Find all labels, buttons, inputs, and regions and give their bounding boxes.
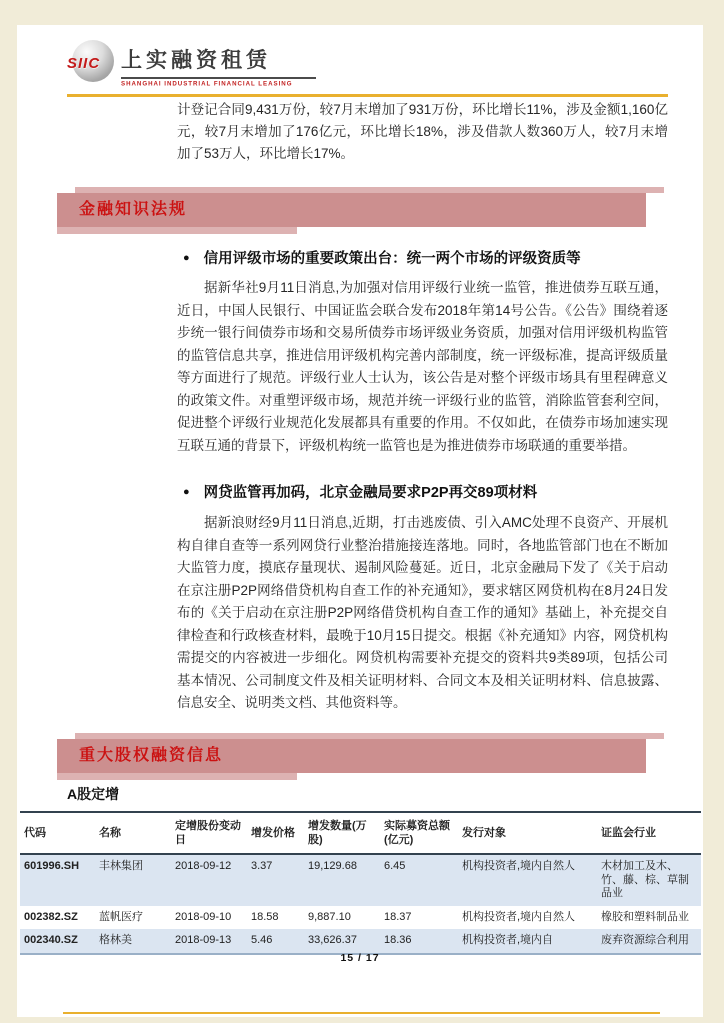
column-header-raised-amount: 实际募资总额(亿元) xyxy=(380,812,458,854)
table-row xyxy=(20,906,701,930)
page-number: 15 / 17 xyxy=(340,952,380,964)
cell-name: 格林美 xyxy=(95,929,171,954)
article-heading-p2p-regulation xyxy=(183,481,669,502)
cell-csrc-industry: 废弃资源综合利用 xyxy=(597,929,701,954)
cell-issue-volume: 9,887.10 xyxy=(308,910,351,923)
cell-issue-targets: 机构投资者,境内自 xyxy=(458,929,597,954)
cell-change-date: 2018-09-10 xyxy=(175,910,232,923)
document-page xyxy=(17,25,703,1017)
cell-issue-targets: 机构投资者,境内自然人 xyxy=(462,910,576,923)
cell-raised-amount: 18.37 xyxy=(384,910,412,923)
subsection-title-a-share-placement: A股定增 xyxy=(67,786,120,802)
company-name: 上实融资租赁 xyxy=(121,44,316,79)
cell-csrc-industry: 橡胶和塑料制品业 xyxy=(601,910,689,923)
company-logo xyxy=(67,40,316,88)
cell-raised-amount: 18.36 xyxy=(380,929,458,954)
bullet-icon: ● xyxy=(183,486,190,498)
cell-code: 002340.SZ xyxy=(20,929,95,954)
column-header-issue-price: 增发价格 xyxy=(247,812,304,854)
cell-name: 丰林集团 xyxy=(99,860,143,872)
logo-text xyxy=(121,40,316,88)
cell-raised-amount: 6.45 xyxy=(384,860,406,872)
column-header-issue-targets: 发行对象 xyxy=(458,812,597,854)
section-banner-equity-financing: 重大股权融资信息 xyxy=(57,739,646,773)
column-header-csrc-industry: 证监会行业 xyxy=(597,812,701,854)
siic-globe-icon xyxy=(67,40,114,82)
table-row xyxy=(20,854,701,906)
cell-code: 601996.SH xyxy=(24,860,80,872)
bullet-icon: ● xyxy=(183,252,190,264)
a-share-placement-table xyxy=(20,811,701,955)
cell-issue-targets: 机构投资者,境内自然人 xyxy=(462,860,576,872)
article-heading-text: 网贷监管再加码，北京金融局要求P2P再交89项材料 xyxy=(203,485,538,501)
article-body-credit-rating: 据新华社9月11日消息,为加强对信用评级行业统一监管，推进债券互联互通，近日，中国人民银行、中国证监会联合发布2018年第14号公告。《公告》围绕着逐步统一银行间债券市场和交易所债券市场评级业务资质，加强对信用评级机构监管的监管信息共享，推进信用评级机构完善内部制度，统一评级标准，提高评级质量等方面进行了规范。评级行业人士认为，该公告是对整个评级市场具有里程碑意义的政策文件。对重塑评级市场，规范并统一评级行业的监管，消除监管套利空间，促进整个评级行业规范化发展都具有重要的作用。不仅如此，在债券市场加速实现互联互通的背景下，评级机构统一监管也是为推进债券市场联通的重要举措。 xyxy=(177,280,668,453)
cell-name: 蓝帆医疗 xyxy=(99,910,143,923)
column-header-name: 名称 xyxy=(95,812,171,854)
section-banner-finance-regulations: 金融知识法规 xyxy=(57,193,646,227)
cell-change-date: 2018-09-12 xyxy=(175,860,232,872)
cell-issue-volume: 33,626.37 xyxy=(304,929,380,954)
article-body-p2p-regulation: 据新浪财经9月11日消息,近期，打击逃废债、引入AMC处理不良资产、开展机构自律自查等一系列网贷行业整治措施接连落地。同时，各地监管部门也在不断加大监管力度，摸底存量现状、遏制风险蔓延。近日，北京金融局下发了《关于启动在京注册P2P网络借贷机构自查工作的补充通知》，要求辖区网贷机构在8月24日发布的《关于启动在京注册P2P网络借贷机构自查工作的通知》基础上，补充提交自律检查和行政核查材料，最晚于10月15日提交。根据《补充通知》内容，网贷机构需提交的内容被进一步细化。网贷机构需要补充提交的资料共9类89项，包括公司基本情况、公司制度文件及相关证明材料、合同文本及相关证明材料、信息披露、信息安全、说明类文档、其他资料等。 xyxy=(177,515,668,710)
siic-wordmark: SIIC xyxy=(67,55,101,72)
table-row xyxy=(20,929,701,954)
cell-code: 002382.SZ xyxy=(24,910,78,923)
cell-issue-price: 18.58 xyxy=(251,910,279,923)
cell-csrc-industry: 木材加工及木、竹、藤、棕、草制品业 xyxy=(601,860,689,899)
column-header-code: 代码 xyxy=(20,812,95,854)
gold-rule-bottom xyxy=(63,1012,660,1014)
gold-rule-top xyxy=(67,94,668,97)
cell-issue-volume: 19,129.68 xyxy=(308,860,357,872)
column-header-issue-volume: 增发数量(万股) xyxy=(304,812,380,854)
column-header-change-date: 定增股份变动日 xyxy=(171,812,247,854)
cell-issue-price: 3.37 xyxy=(251,860,273,872)
article-heading-text: 信用评级市场的重要政策出台：统一两个市场的评级资质等 xyxy=(203,251,581,267)
cell-issue-price: 5.46 xyxy=(247,929,304,954)
company-name-english: SHANGHAI INDUSTRIAL FINANCIAL LEASING xyxy=(121,81,293,88)
table-header-row xyxy=(20,812,701,854)
intro-paragraph: 计登记合同9,431万份，较7月末增加了931万份，环比增长11%，涉及金额1,160亿元，较7月末增加了176亿元，环比增长18%，涉及借款人数360万人，较7月末增加了53万人，环比增长17%。 xyxy=(177,102,668,161)
cell-change-date: 2018-09-13 xyxy=(171,929,247,954)
article-heading-credit-rating xyxy=(183,247,669,268)
